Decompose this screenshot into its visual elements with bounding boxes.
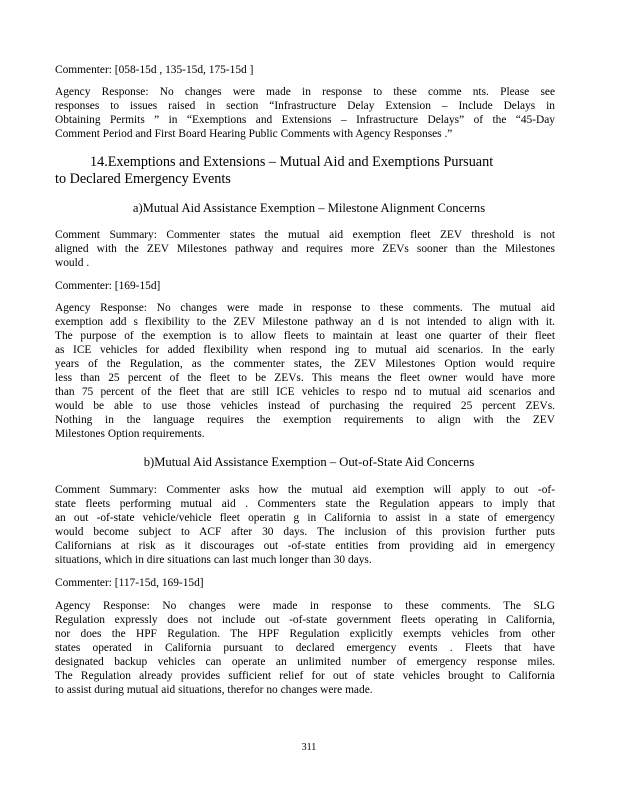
commenter-line-1: Commenter: [058-15d , 135-15d, 175-15d ] [55,64,254,76]
response-1-line: responses to issues raised in section “Infrastructure Delay Extension – Include Delays in [55,100,555,112]
response-3-line: states operated in California pursuant to declared emergency events . Fleets that have [55,642,555,654]
response-2-line: Nothing in the language requires the exemption requirements to align with the ZEV [55,414,555,426]
summary-a-line: would . [55,257,90,269]
summary-b-line: situations, which in dire situations can last much longer than 30 days. [55,554,372,566]
response-1-line: Obtaining Permits ” in “Exemptions and Extensions – Infrastructure Delays” of the “45-Day [55,114,555,126]
summary-b-line: Californians at risk as it discourages out -of-state entities from providing aid in emergency [55,540,555,552]
response-2-line: exemption add s flexibility to the ZEV Milestone pathway an d is not intended to align with it. [55,316,555,328]
response-2-line: would be able to use those vehicles instead of purchasing the required 25 percent ZEVs. [55,400,555,412]
summary-b-line: state fleets performing mutual aid . Commenters state the Regulation appears to imply that [55,498,555,510]
response-3-line: Regulation expressly does not include out -of-state government fleets operating in California, [55,614,555,626]
response-2-line: less than 25 percent of the fleet to be ZEVs. This means the fleet owner would have more [55,372,555,384]
response-1-line: Comment Period and First Board Hearing Public Comments with Agency Responses .” [55,128,453,140]
response-2-line: Agency Response: No changes were made in response to these comments. The mutual aid [55,302,555,314]
response-2-line: than 75 percent of the fleet that are still ICE vehicles to respo nd to mutual aid scenarios and [55,386,555,398]
response-2-line: years of the Regulation, as the commenter states, the ZEV Milestones Option would require [55,358,555,370]
commenter-line-3: Commenter: [117-15d, 169-15d] [55,577,204,589]
response-3-line: The Regulation already provides sufficient relief for out of state vehicles brought to California [55,670,555,682]
summary-a-line: Comment Summary: Commenter states the mutual aid exemption fleet ZEV threshold is not [55,229,555,241]
subheading-b: b)Mutual Aid Assistance Exemption – Out-of-State Aid Concerns [143,455,475,469]
section-heading: 14.Exemptions and Extensions – Mutual Aid and Exemptions Pursuant [90,154,494,170]
summary-b-line: Comment Summary: Commenter asks how the mutual aid exemption will apply to out -of- [55,484,555,496]
commenter-line-2: Commenter: [169-15d] [55,280,161,292]
summary-b-line: would become subject to ACF after 30 days. The inclusion of this provision further puts [55,526,555,538]
response-3-line: nor does the HPF Regulation. The HPF Regulation explicitly exempts vehicles from other [55,628,555,640]
response-1-line: Agency Response: No changes were made in response to these comme nts. Please see [55,86,555,98]
response-3-line: Agency Response: No changes were made in response to these comments. The SLG [55,600,555,612]
response-3-line: to assist during mutual aid situations, therefor no changes were made. [55,684,373,696]
subheading-a: a)Mutual Aid Assistance Exemption – Milestone Alignment Concerns [132,201,486,215]
response-2-line: Milestones Option requirements. [55,428,205,440]
response-2-line: as ICE vehicles for added flexibility when respond ing to mutual aid scenarios. In the early [55,344,555,356]
summary-b-line: an out -of-state vehicle/vehicle fleet operatin g in California to assist in a state of emergency [55,512,555,524]
summary-a-line: aligned with the ZEV Milestones pathway and requires more ZEVs sooner than the Milestones [55,243,555,255]
response-2-line: The purpose of the exemption is to allow fleets to maintain at least one quarter of their fleet [55,330,555,342]
section-heading: to Declared Emergency Events [55,171,231,187]
response-3-line: designated backup vehicles can operate an unlimited number of emergency response miles. [55,656,555,668]
page-number: 311 [301,742,317,753]
